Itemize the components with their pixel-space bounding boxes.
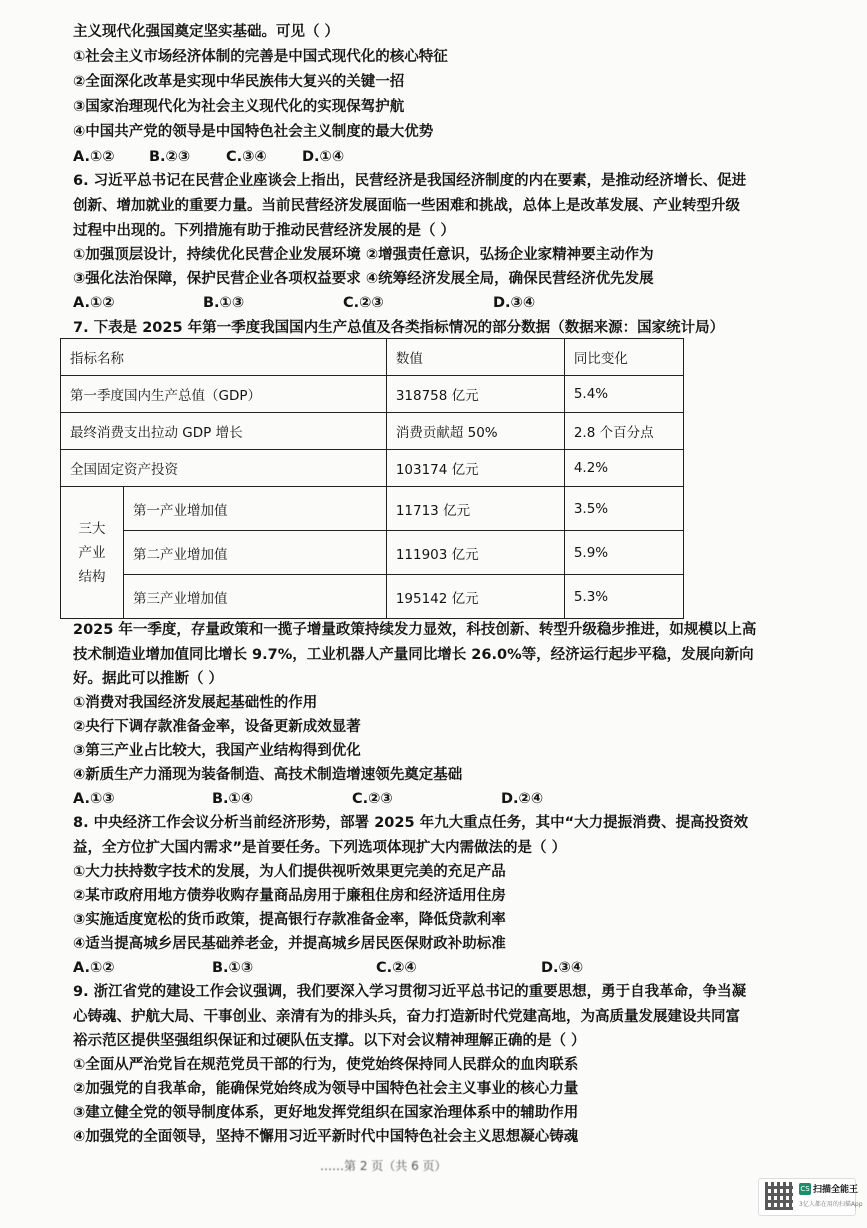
table-row [61,531,684,575]
q9-option: ②加强党的自我革命，能确保党始终成为领导中国特色社会主义事业的核心力量 [73,1081,579,1097]
q9-line: 心铸魂、护航大局、干事创业、亲清有为的排头兵，奋力打造新时代党建高地，为高质量发展建设共同富 [73,1009,740,1025]
choice-b[interactable]: B.①③ [203,295,245,311]
table-cell: 4.2% [564,450,683,487]
table-cell: 2.8 个百分点 [564,413,683,450]
q8-line: 益，全方位扩大国内需求”是首要任务。下列选项体现扩大内需做法的是（ ） [73,840,567,856]
q9-line: 裕示范区提供坚强组织保证和过硬队伍支撑。以下对会议精神理解正确的是（ ） [73,1033,586,1049]
table-row [61,575,684,619]
table-cell: 5.4% [564,376,683,413]
q7-line: 好。据此可以推断（ ） [73,671,224,687]
choice-a[interactable]: A.①② [73,149,115,165]
table-cell: 第二产业增加值 [124,531,387,575]
table-cell: 5.3% [564,575,683,619]
q8-option: ②某市政府用地方债券收购存量商品房用于廉租住房和经济适用住房 [73,888,506,904]
q8-option: ③实施适度宽松的货币政策，提高银行存款准备金率，降低贷款利率 [73,912,506,928]
table-row [61,487,684,531]
q8-line: 8. 中央经济工作会议分析当前经济形势，部署 2025 年九大重点任务，其中“大力提振消费、提高投资效 [73,815,749,831]
choice-a[interactable]: A.①③ [73,791,115,807]
choice-c[interactable]: C.③④ [226,149,267,165]
table-cell: 3.5% [564,487,683,531]
table-cell: 318758 亿元 [386,376,564,413]
choice-c[interactable]: C.②③ [343,295,384,311]
table-cell: 195142 亿元 [386,575,564,619]
choice-b[interactable]: B.①④ [212,791,254,807]
scanner-title: 扫描全能王 [813,1185,859,1195]
q7-option: ②央行下调存款准备金率，设备更新成效显著 [73,719,361,735]
q9-line: 9. 浙江省党的建设工作会议强调，我们要深入学习贯彻习近平总书记的重要思想，勇于自我革命，争当凝 [73,984,747,1000]
scanner-watermark [758,1178,863,1216]
option-line: ①社会主义市场经济体制的完善是中国式现代化的核心特征 [73,49,448,65]
q6-option: ①加强顶层设计，持续优化民营企业发展环境 ②增强责任意识，弘扬企业家精神要主动作为 [73,247,654,263]
choice-d[interactable]: D.②④ [501,791,544,807]
q7-option: ③第三产业占比较大，我国产业结构得到优化 [73,743,361,759]
table-cell: 11713 亿元 [386,487,564,531]
q7-stem: 7. 下表是 2025 年第一季度我国国内生产总值及各类指标情况的部分数据（数据来源：国家统计局） [73,320,725,336]
choice-c[interactable]: C.②③ [352,791,393,807]
table-row [61,376,684,413]
table-header: 同比变化 [564,339,683,376]
group-label: 三大 产业 结构 [61,487,124,619]
table-cell: 第一产业增加值 [124,487,387,531]
choice-d[interactable]: D.①④ [302,149,345,165]
choice-b[interactable]: B.②③ [149,149,191,165]
page-footer: ……第 2 页（共 6 页） [320,1159,447,1173]
q8-option: ①大力扶持数字技术的发展，为人们提供视听效果更完美的充足产品 [73,864,506,880]
table-cell: 第三产业增加值 [124,575,387,619]
table-cell: 第一季度国内生产总值（GDP） [61,376,387,413]
q9-option: ③建立健全党的领导制度体系，更好地发挥党组织在国家治理体系中的辅助作用 [73,1105,579,1121]
table-header: 指标名称 [61,339,387,376]
q7-line: 2025 年一季度，存量政策和一揽子增量政策持续发力显效，科技创新、转型升级稳步推进，如规模以上高 [73,622,757,638]
table-cell: 111903 亿元 [386,531,564,575]
option-line: ③国家治理现代化为社会主义现代化的实现保驾护航 [73,99,405,115]
option-line: ②全面深化改革是实现中华民族伟大复兴的关键一招 [73,74,405,90]
choice-d[interactable]: D.③④ [493,295,536,311]
table-cell: 全国固定资产投资 [61,450,387,487]
option-line: ④中国共产党的领导是中国特色社会主义制度的最大优势 [73,124,434,140]
camscanner-logo-icon: CS [800,1185,810,1193]
q7-line: 技术制造业增加值同比增长 9.7%，工业机器人产量同比增长 26.0%等，经济运行起步平稳，发展向新向 [73,647,754,663]
choice-d[interactable]: D.③④ [541,960,584,976]
q6-line: 6. 习近平总书记在民营企业座谈会上指出，民营经济是我国经济制度的内在要素，是推动经济增长、促进 [73,173,747,189]
qr-code-icon [765,1182,793,1210]
q6-line: 过程中出现的。下列措施有助于推动民营经济发展的是（ ） [73,223,456,239]
q7-option: ④新质生产力涌现为装备制造、高技术制造增速领先奠定基础 [73,767,463,783]
scanner-subtitle: 3亿人都在用的扫描App [799,1201,863,1208]
table-row [61,450,684,487]
intro-line: 主义现代化强国奠定坚实基础。可见（ ） [73,24,340,40]
table-header-row [61,339,684,376]
q9-option: ①全面从严治党旨在规范党员干部的行为，使党始终保持同人民群众的血肉联系 [73,1057,579,1073]
table-cell: 5.9% [564,531,683,575]
choice-b[interactable]: B.①③ [212,960,254,976]
choice-a[interactable]: A.①② [73,960,115,976]
q6-option: ③强化法治保障，保护民营企业各项权益要求 ④统筹经济发展全局，确保民营经济优先发展 [73,271,654,287]
choice-c[interactable]: C.②④ [376,960,417,976]
q9-option: ④加强党的全面领导，坚持不懈用习近平新时代中国特色社会主义思想凝心铸魂 [73,1129,579,1145]
table-cell: 消费贡献超 50% [386,413,564,450]
choice-a[interactable]: A.①② [73,295,115,311]
gdp-table [60,338,684,619]
table-row [61,413,684,450]
q6-line: 创新、增加就业的重要力量。当前民营经济发展面临一些困难和挑战，总体上是改革发展、产业转型升级 [73,198,740,214]
q8-option: ④适当提高城乡居民基础养老金，并提高城乡居民医保财政补助标准 [73,936,506,952]
q7-option: ①消费对我国经济发展起基础性的作用 [73,695,318,711]
table-cell: 最终消费支出拉动 GDP 增长 [61,413,387,450]
table-cell: 103174 亿元 [386,450,564,487]
table-header: 数值 [386,339,564,376]
